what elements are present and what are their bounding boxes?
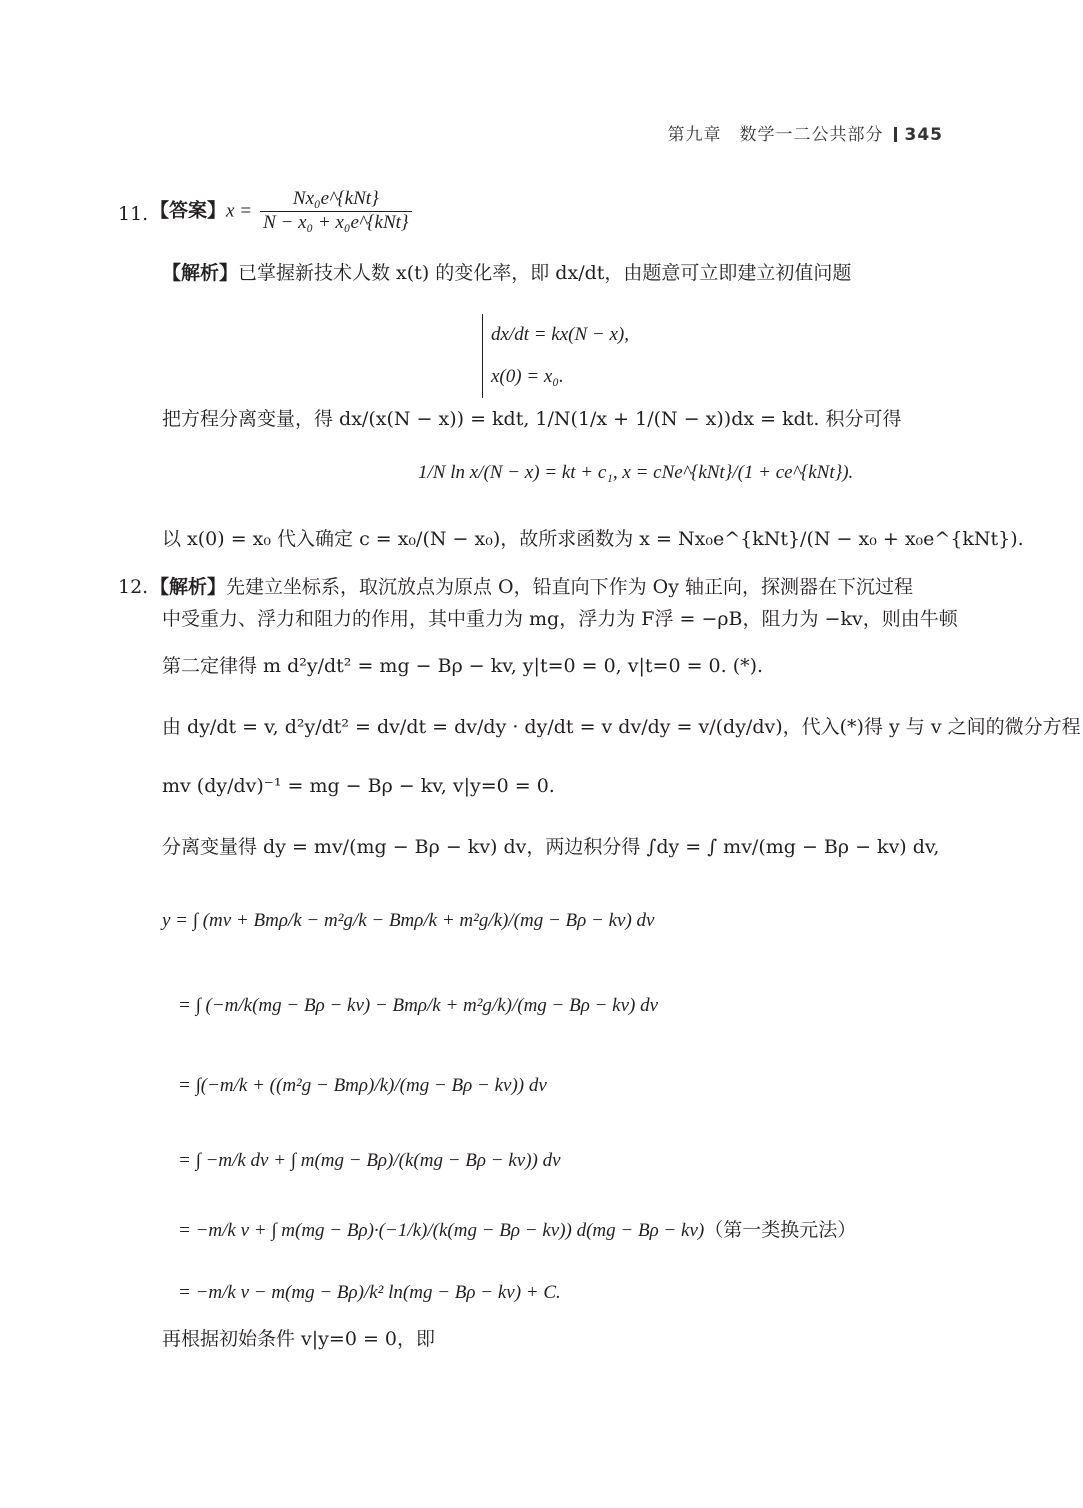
q12-p1 [150, 576, 913, 599]
q11-number: 11. [118, 203, 149, 225]
running-header [668, 120, 944, 145]
q12-p5: mv (dy/dv)⁻¹ = mg − Bρ − kv, v|y=0 = 0. [162, 775, 555, 797]
q11-analysis [162, 262, 851, 285]
q11-answer-tag: 【答案】 [150, 199, 227, 222]
page-number: 345 [904, 125, 943, 145]
q12-analysis-tag: 【解析】 [150, 576, 227, 598]
header-divider [894, 127, 897, 142]
q11-answer-den: N − x₀ + x₀e^{kNt} [260, 211, 411, 235]
q12-p1-text: 先建立坐标系，取沉放点为原点 O，铅直向下作为 Oy 轴正向，探测器在下沉过程 [226, 576, 914, 598]
q11-system-eq1: dx/dt = kx(N − x), [491, 324, 630, 345]
q12-final: 再根据初始条件 v|y=0 = 0，即 [162, 1328, 436, 1350]
q11-analysis-text: 已掌握新技术人数 x(t) 的变化率，即 dx/dt，由题意可立即建立初值问题 [238, 262, 852, 284]
q12-p2: 中受重力、浮力和阻力的作用，其中重力为 mg，浮力为 F浮 = −ρB，阻力为 −kv，则由牛顿 [162, 608, 958, 630]
q12-step5-note: （第一类换元法） [704, 1220, 857, 1241]
q12-step5-eq: = −m/k v + ∫ m(mg − Bρ)·(−1/k)/(k(mg − Bρ − kv)) d(mg − Bρ − kv) [178, 1220, 705, 1241]
q11-answer-fraction [260, 188, 411, 235]
q12-step4: = ∫ −m/k dv + ∫ m(mg − Bρ)/(k(mg − Bρ − kv)) dv [178, 1150, 561, 1171]
q11-integrated: 1/N ln x/(N − x) = kt + c₁, x = cNe^{kNt}/(1 + ce^{kNt}). [418, 462, 854, 483]
q12-step3: = ∫(−m/k + ((m²g − Bmρ)/k)/(mg − Bρ − kv)) dv [178, 1075, 547, 1096]
q12-step2: = ∫ (−m/k(mg − Bρ − kv) − Bmρ/k + m²g/k)/(mg − Bρ − kv) dv [178, 995, 659, 1016]
q12-p3: 第二定律得 m d²y/dt² = mg − Bρ − kv, y|t=0 = 0, v|t=0 = 0. (*). [162, 655, 764, 677]
q12-p4: 由 dy/dt = v, d²y/dt² = dv/dt = dv/dy · dy/dt = v dv/dy = v/(dy/dv)，代入(*)得 y 与 v 之间的微分方程 [162, 716, 1081, 738]
q11-analysis-tag: 【解析】 [162, 262, 239, 284]
chapter-title: 第九章 数学一二公共部分 [667, 125, 884, 145]
q11-answer-lhs: x = [226, 200, 253, 222]
q12-step1: y = ∫ (mv + Bmρ/k − m²g/k − Bmρ/k + m²g/k)/(mg − Bρ − kv) dv [162, 910, 655, 931]
q12-p6: 分离变量得 dy = mv/(mg − Bρ − kv) dv，两边积分得 ∫dy = ∫ mv/(mg − Bρ − kv) dv, [162, 836, 940, 858]
q11-system-eq2: x(0) = x₀. [491, 365, 564, 387]
q11-substitute: 以 x(0) = x₀ 代入确定 c = x₀/(N − x₀)，故所求函数为 x = Nx₀e^{kNt}/(N − x₀ + x₀e^{kNt}). [162, 528, 1024, 550]
q11-answer [150, 188, 414, 235]
q12-number: 12. [118, 576, 149, 598]
q11-answer-num: Nx₀e^{kNt} [292, 188, 379, 209]
q12-step5 [178, 1220, 856, 1243]
q11-separate: 把方程分离变量，得 dx/(x(N − x)) = kdt, 1/N(1/x + 1/(N − x))dx = kdt. 积分可得 [162, 408, 902, 430]
q12-step6: = −m/k v − m(mg − Bρ)/k² ln(mg − Bρ − kv) + C. [178, 1282, 561, 1303]
q11-system [482, 314, 629, 398]
